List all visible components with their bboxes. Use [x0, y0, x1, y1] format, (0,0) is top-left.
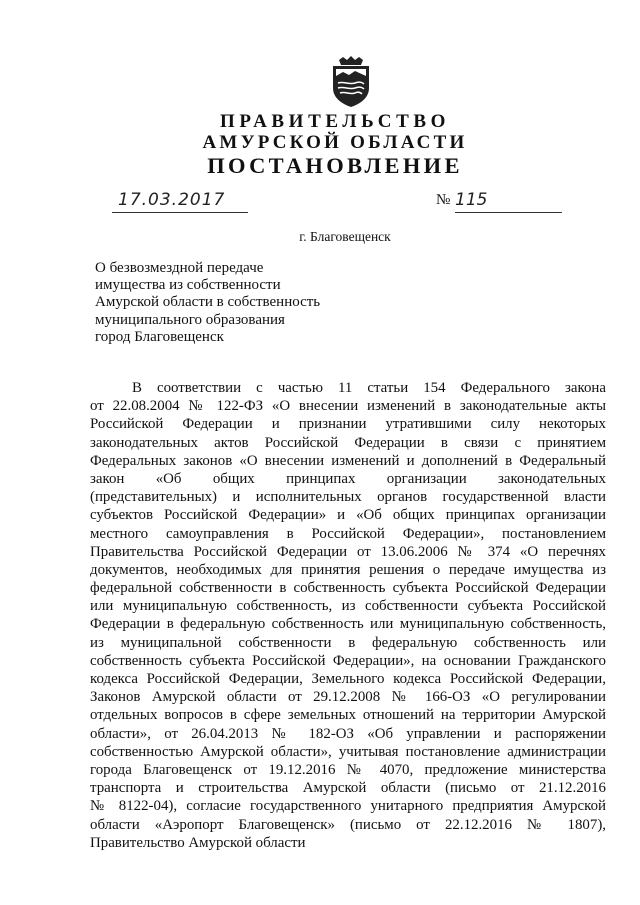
org-title-line2: АМУРСКОЙ ОБЛАСТИ [202, 132, 468, 153]
body-line: федеральной собственности в собственность субъекта Российской Федерации [90, 580, 606, 597]
number-label: № [436, 192, 451, 208]
body-line: города Благовещенск от 19.12.2016 № 4070, предложение министерства [90, 761, 606, 778]
number-field [455, 190, 562, 213]
body-line: Правительство Амурской области [90, 834, 306, 851]
city: г. Благовещенск [299, 229, 391, 244]
body-line: из муниципальной собственности в федеральную собственность или [90, 634, 606, 651]
body-line: кодекса Российской Федерации, Земельного кодекса Российской Федерации, [90, 671, 606, 687]
body-line: собственностью Амурской области», учитывая постановление администрации [90, 743, 606, 760]
handwritten-date: 17.03.2017 [118, 190, 226, 210]
org-title-line1: ПРАВИТЕЛЬСТВО [219, 111, 451, 132]
subject-block [95, 260, 320, 346]
body-line: транспорта и строительства Амурской области (письмо от 21.12.2016 [90, 780, 606, 797]
body-line: № 8122-04), согласие государственного унитарного предприятия Амурской [90, 798, 606, 815]
subject-line: муниципального образования [95, 311, 285, 328]
body-line: Российской Федерации и признании утратившими силу некоторых [90, 416, 606, 433]
body-line: от 22.08.2004 № 122-ФЗ «О внесении изменений в законодательные акты [90, 398, 606, 415]
body-line: Правительства Российской Федерации от 13.06.2006 № 374 «О перечнях [90, 543, 606, 560]
body-line: местного самоуправления в Российской Федерации», постановлением [90, 525, 606, 542]
date-field [112, 190, 248, 213]
body-line: субъектов Российской Федерации» и «Об общих принципах организации [90, 507, 606, 524]
body-line: Законов Амурской области от 29.12.2008 № 166-ОЗ «О регулировании [90, 689, 606, 706]
subject-line: Амурской области в собственность [95, 294, 321, 311]
document-type: ПОСТАНОВЛЕНИЕ [207, 153, 463, 178]
subject-line: О безвозмездной передаче [95, 260, 264, 276]
body-line: области», от 26.04.2013 № 182-ОЗ «Об управлении и распоряжении [90, 725, 606, 742]
body-line: Федеральных законов «О внесении изменений и дополнений в Федеральный [90, 452, 606, 469]
body-line: законодательных актов Российской Федерации в связи с принятием [90, 434, 606, 451]
handwritten-number: 115 [455, 190, 488, 210]
body-line: области «Аэропорт Благовещенск» (письмо от 22.12.2016 № 1807), [90, 816, 606, 833]
body-text [90, 379, 606, 852]
body-line: Федерации в федеральную собственность или муниципальную собственность, [90, 616, 606, 633]
body-line: отдельных вопросов в сфере земельных отношений на территории Амурской [90, 707, 606, 724]
body-line: закон «Об общих принципах организации законодательных [90, 470, 606, 487]
subject-line: имущества из собственности [95, 277, 281, 294]
body-line: В соответствии с частью 11 статьи 154 Федерального закона [132, 380, 606, 396]
subject-line: город Благовещенск [95, 328, 224, 345]
body-line: документов, необходимых для принятия решения о передаче имущества из [90, 561, 606, 578]
coat-of-arms-emblem [329, 56, 373, 108]
body-line: собственность субъекта Российской Федерации», на основании Гражданского [90, 652, 606, 669]
body-line: (представительных) и исполнительных органов государственной власти [90, 489, 606, 506]
body-line: или муниципальную собственность, из собственности субъекта Российской [90, 598, 606, 615]
